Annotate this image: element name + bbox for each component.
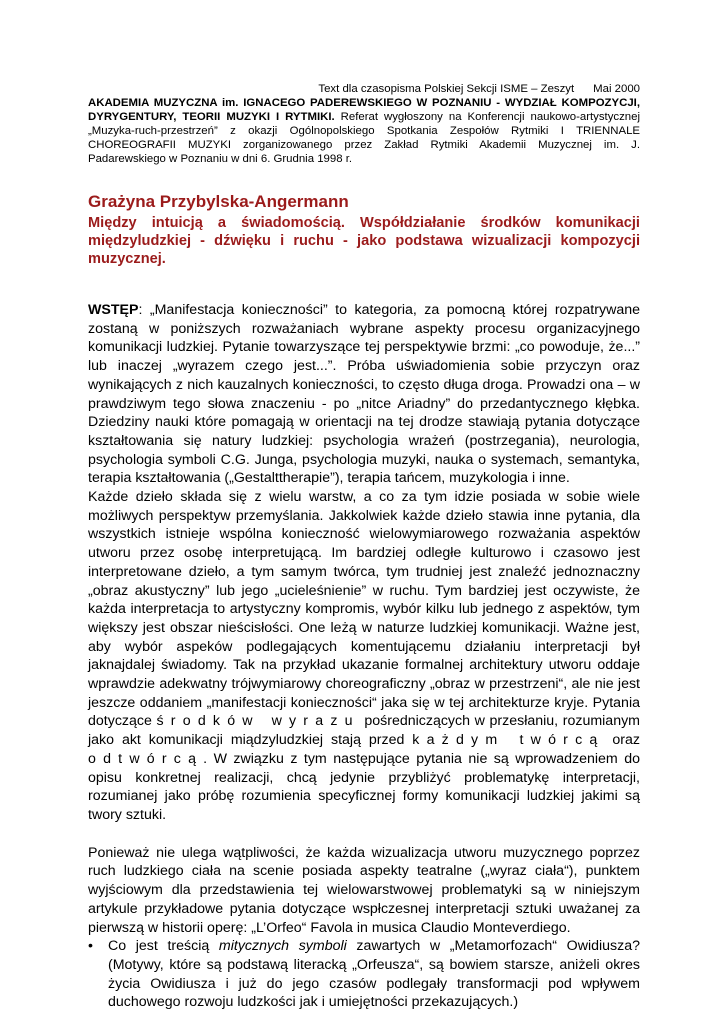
p2-part1: Każde dzieło składa się z wielu warstw, a co za tym idzie posiada w sobie wiele możliwych perspektyw przemyślania. Jakkolwiek każde dzieło stawia inne pytania, dla wszystkich istnieje wspólna konieczność wielowymiarowego rozważania aspektów utworu przez osobę interpretującą. Im bardziej odległe kulturowo i czasowo jest interpretowane dzieło, a tym samym twórca, tym trudniej jest znaleźć jednoznaczny „obraz akustyczny” lub jego „ucieleśnienie” w ruchu. Tym bardziej jest oczywiste, że każda interpretacja to artystyczny kompromis, wybór kilku lub jednego z aspektów, tym większy jest obszar nieścisłości. One leżą w naturze ludzkiej komunikacji. Ważne jest, aby wybór aspeków podlegających komentującemu działaniu interpretacji był jaknajdalej świadomy. Tak na przykład ukazanie formalnej architektury utworu oddaje wprawdzie adekwatny trójwymiarowy choreograficzny „obraz w przestrzeni“, ale nie jest jeszcze oddaniem „manifestacji konieczności“ jaka się w tej architekturze kryje. Pytania dotyczące bbox=[88, 489, 640, 730]
bullet-text-before: Co jest treścią bbox=[108, 938, 219, 955]
bullet-text-after: zawartych w „Metamorfozach“ Owidiusza? (Motywy, które są podstawą literacką „Orfeusza“, są bowiem starsze, aniżeli okres życia Owidiusza i już do jego czasów podlegały transformacji pod wpływem duchowego rozwoju ludzkości jak i umiejętności przekazujących.) bbox=[108, 938, 640, 1011]
intro-text: : „Manifestacja konieczności” to kategoria, za pomocną której rozpatrywane zostaną w poniższych rozważaniach wybrane aspekty procesu organizacyjnego komunikacji ludzkiej. Pytanie towarzyszące tej perspektywie brzmi: „co powoduje, że...” lub inaczej „wyrazem czego jest...”. Próba uświadomienia sobie przyczyn oraz wynikających z nich kauzalnych konieczności, to często długa droga. Prowadzi ona – w prawdziwym tego słowa znaczeniu - po „nitce Ariadny” do przedantycznego kłębka. Dziedziny nauki które pomagają w orientacji na tej drodze stawiają pytania dotyczące kształtowania się natury ludzkiej: psychologia wrażeń (postrzegania), neurologia, psychologia symboli C.G. Junga, psychologia muzyki, nauka o systemach, semantyka, terapia kształtowania („Gestalttherapie”), terapia tańcem, muzykologia i inne. bbox=[88, 302, 640, 487]
conference-note: Referat wygłoszony na Konferencji naukowo-artystycznej „Muzyka-ruch-przestrzeń” z okazji Ogólnopolskiego Spotkania Zespołów Rytmiki I TRIENNALE CHOREOGRAFII MUZYKI zorganizowanego przez Zakład Rytmiki Akademii Muzycznej im. J. Padarewskiego w Poznaniu w dni 6. Grudnia 1998 r. bbox=[88, 111, 641, 165]
intro-label: WSTĘP bbox=[88, 302, 139, 318]
author-name: Grażyna Przybylska-Angermann bbox=[88, 192, 349, 211]
document-page bbox=[88, 82, 640, 1012]
document-header bbox=[88, 82, 640, 166]
paragraph-2 bbox=[88, 488, 640, 825]
p2-part4: . W związku z tym następujące pytania nie są wprowadzeniem do opisu konkretnej realizacji, chcą jedynie przybliżyć problematykę interpretacji, rozumianej jako próbę rozumienia specyficznej formy komunikacji ludzkiej jakimi są twory sztuki. bbox=[88, 750, 640, 823]
institution-note bbox=[88, 96, 640, 166]
bullet-emphasis: mitycznych symboli bbox=[218, 938, 347, 955]
paragraph-3: Ponieważ nie ulega wątpliwości, że każda wizualizacja utworu muzycznego poprzez ruch ludzkiego ciała na scenie posiada aspekty teatralne („wyraz ciała“), punktem wyjściowym dla przedstawienia tej wielowarstwowej problematyki są w niniejszym artykule przykładowe pytania dotyczące wspłczesnej interpretacji sztuki uważanej za pierwszą w historii operę: „L’Orfeo“ Favola in musica Claudio Monteverdiego. bbox=[88, 844, 640, 936]
bullet-icon: • bbox=[88, 938, 93, 955]
p2-spaced-1: środków wyrazu bbox=[156, 713, 360, 730]
article-title: Między intuicją a świadomością. Współdziałanie środków komunikacji międzyludzkiej - dźwięku i ruchu - jako podstawa wizualizacji kompozycji muzycznej. bbox=[88, 215, 640, 267]
p2-part2: pośredniczących w przesłaniu, rozumianym jako akt komunikacji miądzyludzkiej stają przed bbox=[88, 713, 641, 749]
p2-spaced-3: odtwórcą bbox=[88, 750, 204, 767]
bullet-list bbox=[88, 937, 640, 1012]
institution-name: AKADEMIA MUZYCZNA im. IGNACEGO PADEREWSKIEGO W POZNANIU - WYDZIAŁ KOMPOZYCJI, DYRYGENTURY, TEORII MUZYKI I RYTMIKI. bbox=[88, 97, 640, 123]
list-item bbox=[88, 937, 640, 1012]
intro-paragraph bbox=[88, 301, 640, 488]
article-body bbox=[88, 301, 640, 1012]
source-line: Text dla czasopisma Polskiej Sekcji ISME – Zeszyt Mai 2000 bbox=[318, 83, 640, 95]
p2-spaced-2: każdym twórcą bbox=[412, 732, 605, 749]
p2-part3: oraz bbox=[604, 732, 640, 749]
